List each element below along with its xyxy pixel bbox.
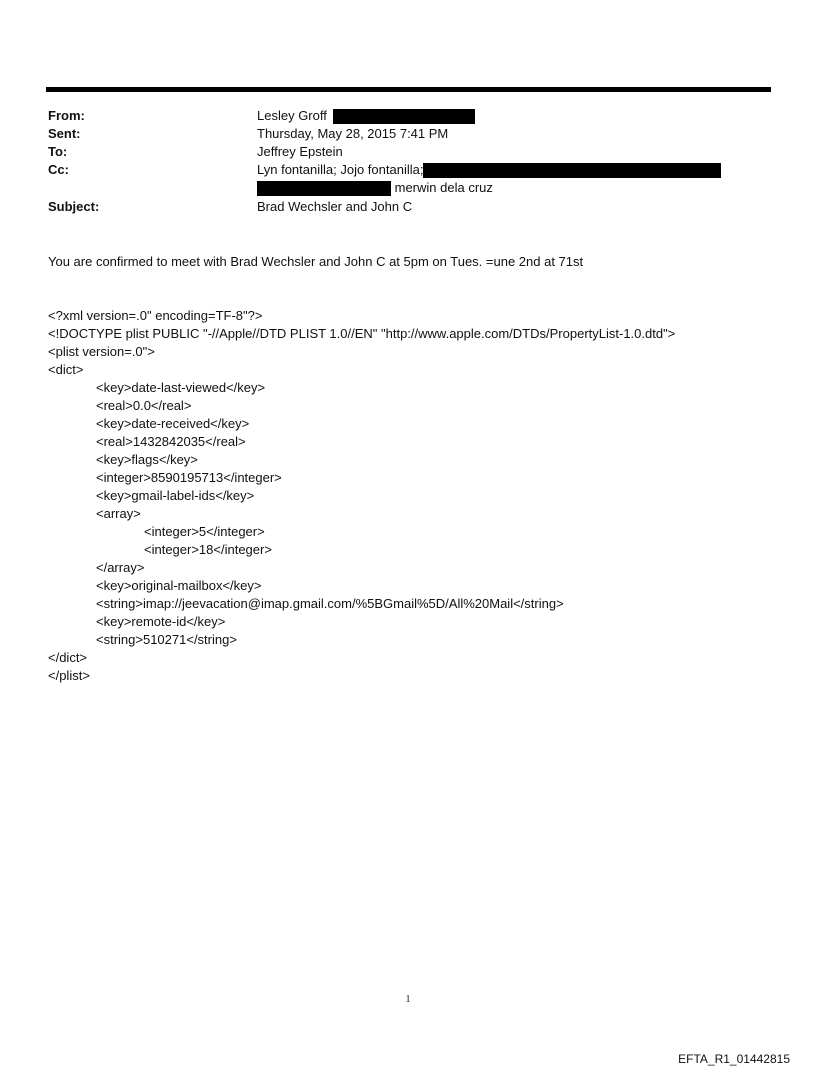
cc-names-2: merwin dela cruz — [394, 180, 493, 195]
plist-line: <integer>18</integer> — [144, 542, 272, 557]
redaction-box — [333, 109, 475, 124]
plist-line: <key>date-received</key> — [96, 416, 250, 431]
plist-line: </array> — [96, 560, 145, 575]
sent-label: Sent: — [48, 126, 81, 141]
sent-value: Thursday, May 28, 2015 7:41 PM — [257, 126, 449, 141]
redaction-box — [257, 181, 391, 196]
plist-line: <dict> — [48, 362, 84, 377]
to-label: To: — [48, 144, 68, 159]
from-name: Lesley Groff — [257, 108, 327, 123]
plist-line: <string>510271</string> — [96, 632, 237, 647]
cc-value-line1 — [257, 161, 721, 179]
from-value — [257, 107, 475, 125]
cc-label: Cc: — [48, 162, 69, 177]
plist-line: <real>1432842035</real> — [96, 434, 246, 449]
to-value: Jeffrey Epstein — [257, 144, 343, 159]
message-text: You are confirmed to meet with Brad Wechsler and John C at 5pm on Tues. =une 2nd at 71st — [48, 254, 584, 269]
subject-label: Subject: — [48, 199, 100, 214]
plist-line: <string>imap://jeevacation@imap.gmail.com/%5BGmail%5D/All%20Mail</string> — [96, 596, 564, 611]
plist-line: <integer>5</integer> — [144, 524, 265, 539]
cc-names: Lyn fontanilla; Jojo fontanilla; — [257, 162, 424, 177]
cc-value-line2 — [257, 179, 493, 197]
document-id: EFTA_R1_01442815 — [678, 1052, 790, 1066]
plist-line: <!DOCTYPE plist PUBLIC "-//Apple//DTD PLIST 1.0//EN" "http://www.apple.com/DTDs/PropertyList-1.0.dtd"> — [48, 326, 676, 341]
plist-line: <key>flags</key> — [96, 452, 198, 467]
plist-line: </plist> — [48, 668, 90, 683]
plist-line: <key>original-mailbox</key> — [96, 578, 262, 593]
redaction-box — [423, 163, 721, 178]
plist-line: <key>gmail-label-ids</key> — [96, 488, 255, 503]
plist-line: </dict> — [48, 650, 88, 665]
plist-line: <array> — [96, 506, 141, 521]
from-label: From: — [48, 108, 85, 123]
subject-value: Brad Wechsler and John C — [257, 199, 413, 214]
plist-line: <key>remote-id</key> — [96, 614, 226, 629]
plist-line: <integer>8590195713</integer> — [96, 470, 282, 485]
plist-line: <key>date-last-viewed</key> — [96, 380, 266, 395]
plist-line: <real>0.0</real> — [96, 398, 192, 413]
page-number: 1 — [405, 994, 411, 1005]
header-rule — [46, 87, 771, 92]
plist-line: <?xml version=.0" encoding=TF-8"?> — [48, 308, 263, 323]
plist-line: <plist version=.0"> — [48, 344, 155, 359]
